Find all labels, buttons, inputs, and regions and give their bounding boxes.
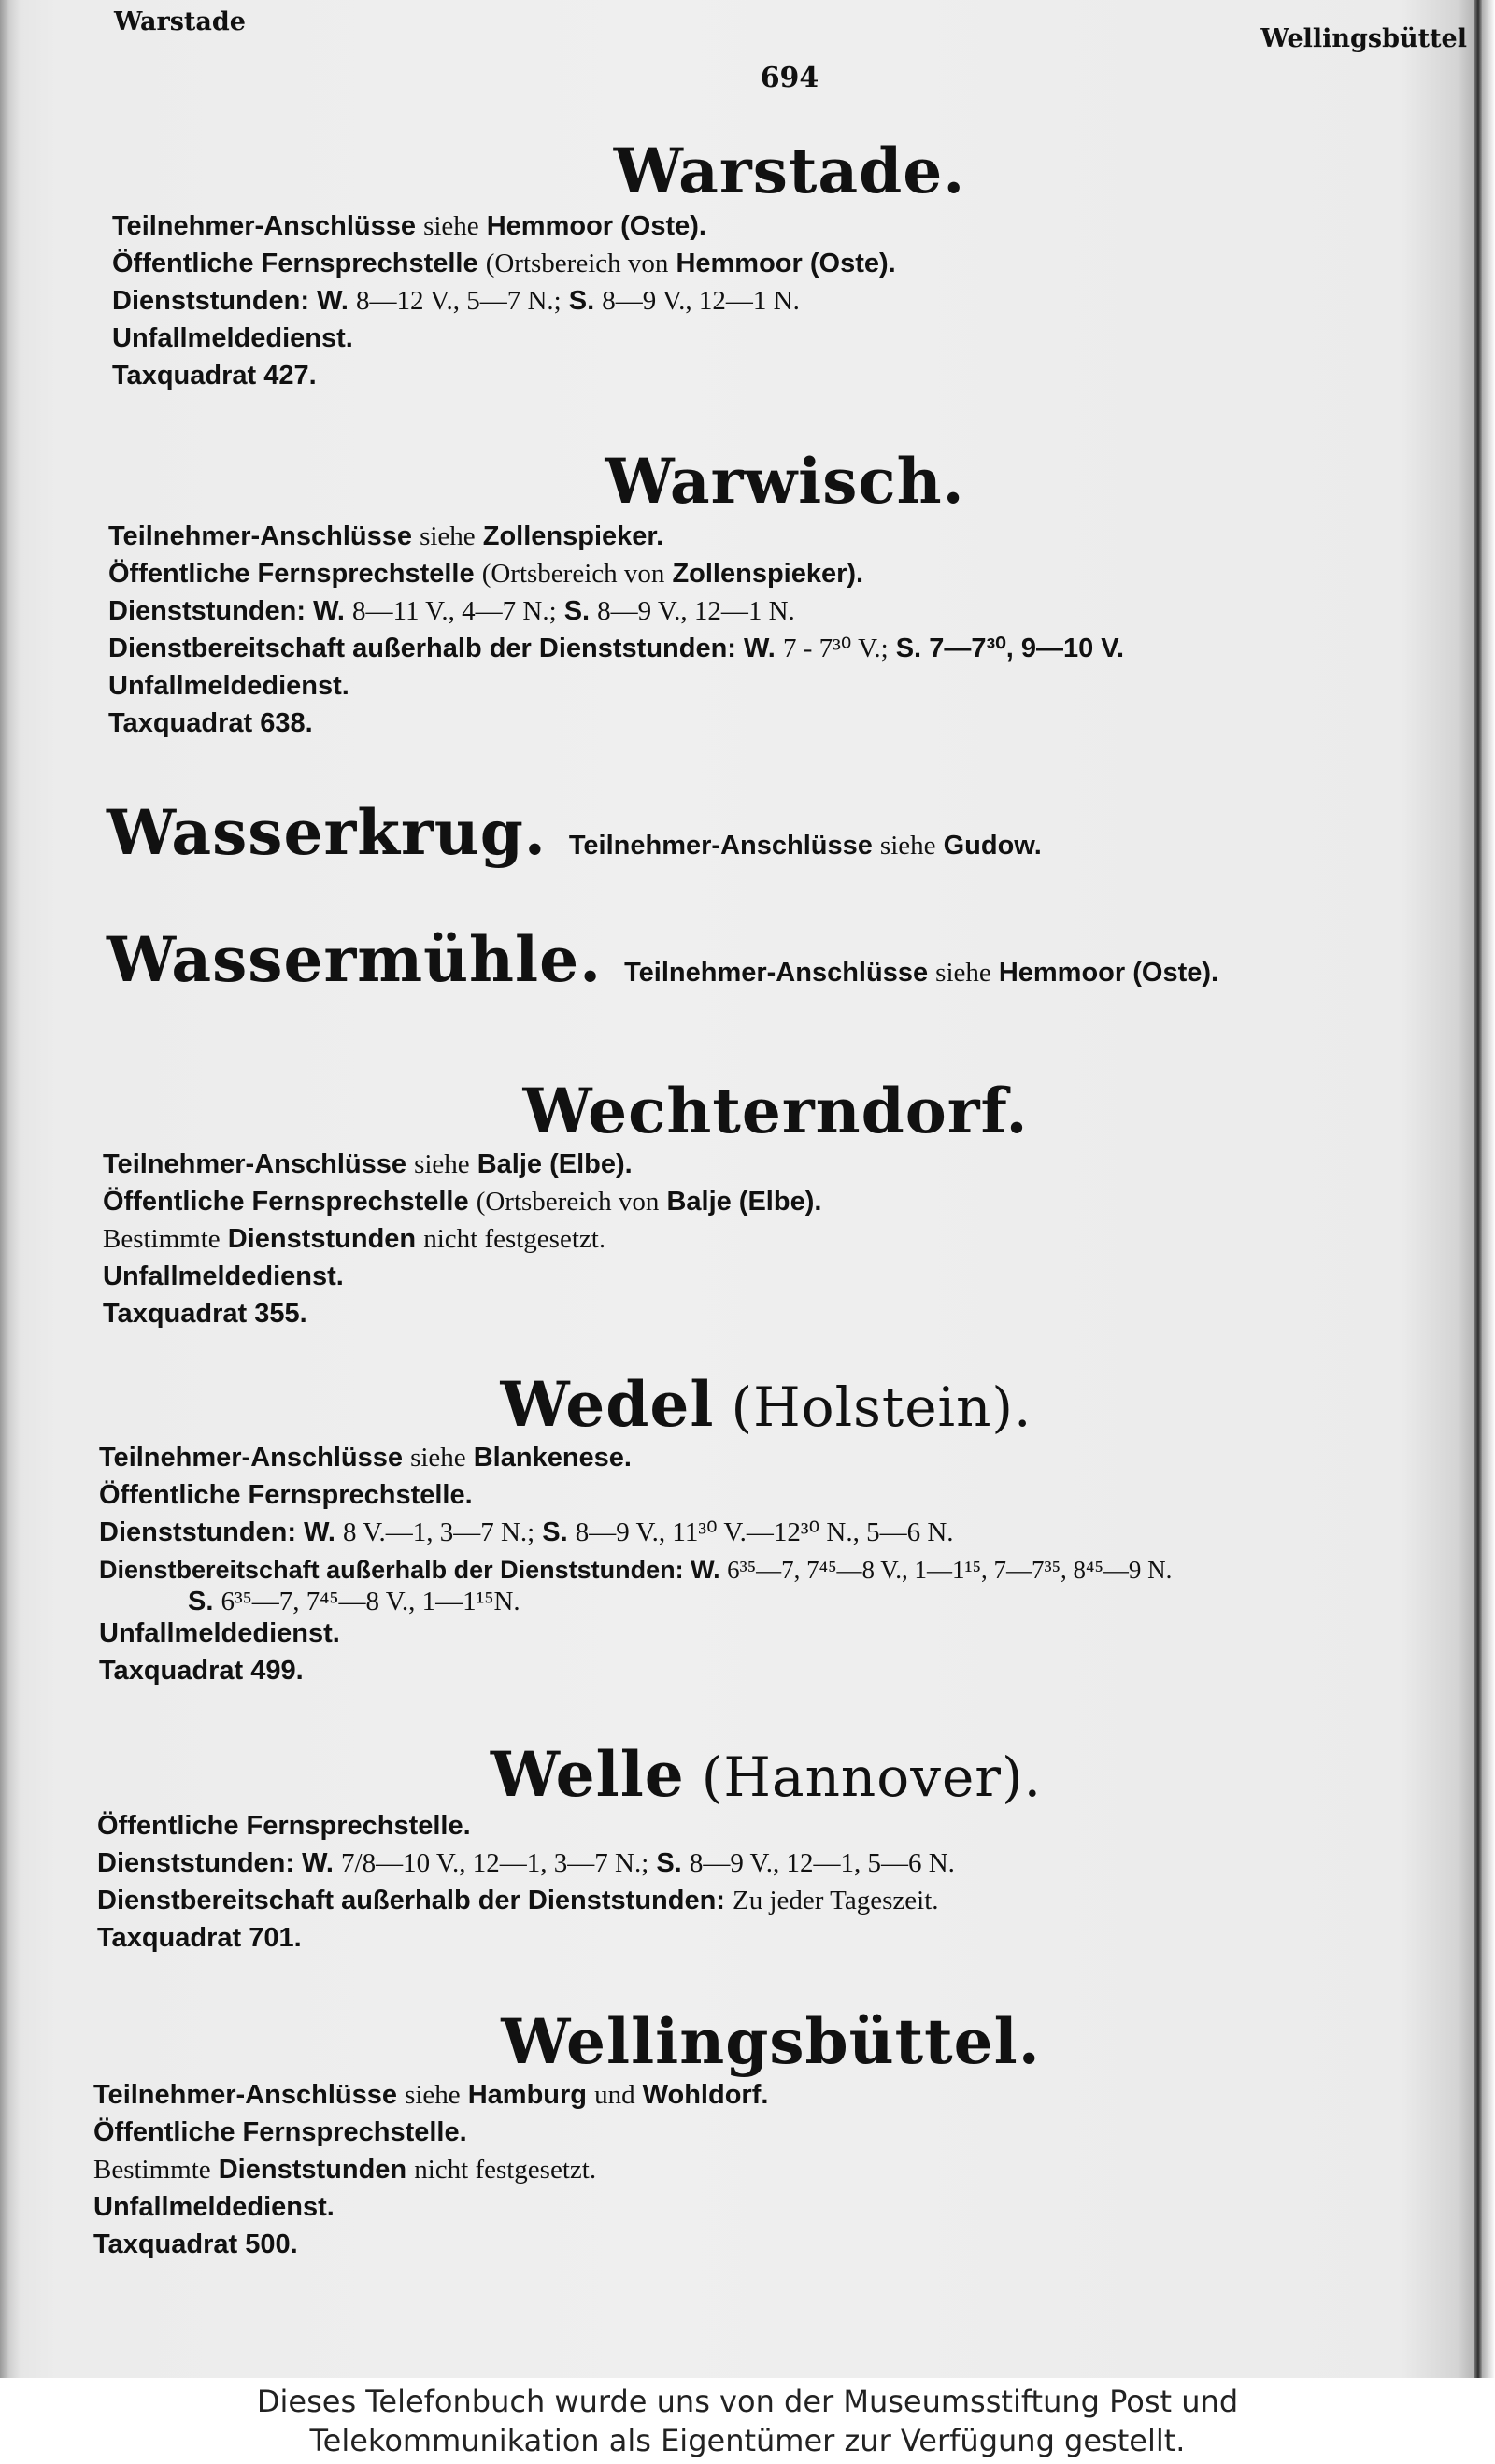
entry-heading: Warstade.: [613, 135, 966, 207]
standby-line: Dienstbereitschaft außerhalb der Dienststunden: W. 6³⁵—7, 7⁴⁵—8 V., 1—1¹⁵, 7—7³⁵, 8⁴⁵—9 N.: [99, 1556, 1173, 1584]
entry-wassermuehle: [107, 923, 1219, 996]
tax-square-line: Taxquadrat 500.: [93, 2229, 298, 2259]
public-phone-line: Öffentliche Fernsprechstelle.: [97, 1811, 471, 1841]
entry-warstade: [0, 135, 1495, 207]
running-head-left: Warstade: [114, 7, 246, 36]
entry-warwisch: [0, 445, 1495, 518]
public-phone-line: Öffentliche Fernsprechstelle.: [99, 1480, 473, 1510]
service-hours-line: Bestimmte Dienststunden nicht festgesetzt.: [93, 2155, 597, 2185]
entry-heading: Welle (Hannover).: [490, 1738, 1043, 1811]
entry-welle: [0, 1738, 1495, 1811]
standby-line: Dienstbereitschaft außerhalb der Dienststunden: Zu jeder Tageszeit.: [97, 1886, 939, 1916]
tax-square-line: Taxquadrat 701.: [97, 1923, 302, 1953]
standby-line-continued: S. 6³⁵—7, 7⁴⁵—8 V., 1—1¹⁵N.: [188, 1587, 520, 1617]
service-hours-line: Dienststunden: W. 8—11 V., 4—7 N.; S. 8—9 V., 12—1 N.: [108, 596, 795, 626]
public-phone-line: Öffentliche Fernsprechstelle (Ortsbereich von Hemmoor (Oste).: [112, 249, 896, 278]
tax-square-line: Taxquadrat 499.: [99, 1656, 304, 1686]
running-head-right: Wellingsbüttel: [1260, 24, 1467, 53]
subscriber-line: Teilnehmer-Anschlüsse siehe Hemmoor (Oste).: [112, 211, 706, 241]
footer-line-1: Dieses Telefonbuch wurde uns von der Museumsstiftung Post und: [256, 2384, 1239, 2419]
accident-service-line: Unfallmeldedienst.: [99, 1618, 340, 1648]
entry-details-warstade: [112, 207, 896, 394]
subscriber-line: Teilnehmer-Anschlüsse siehe Zollenspieker.: [108, 521, 664, 551]
entry-details-welle: [97, 1807, 955, 1957]
entry-reference: Teilnehmer-Anschlüsse siehe Hemmoor (Oste).: [624, 958, 1219, 988]
entry-heading: Wedel (Holstein).: [500, 1368, 1032, 1441]
entry-details-wellingsbuettel: [93, 2076, 768, 2263]
entry-heading-region: (Hannover).: [701, 1745, 1043, 1809]
service-hours-line: Dienststunden: W. 8—12 V., 5—7 N.; S. 8—9 V., 12—1 N.: [112, 286, 800, 316]
subscriber-line: Teilnehmer-Anschlüsse siehe Hamburg und Wohldorf.: [93, 2080, 769, 2110]
entry-wedel: [0, 1368, 1495, 1441]
service-hours-line: Dienststunden: W. 7/8—10 V., 12—1, 3—7 N.; S. 8—9 V., 12—1, 5—6 N.: [97, 1848, 955, 1878]
page-number: 694: [760, 62, 819, 94]
tax-square-line: Taxquadrat 638.: [108, 708, 313, 738]
entry-heading: Wechterndorf.: [522, 1075, 1029, 1147]
donation-footer: [0, 2378, 1495, 2464]
entry-reference: Teilnehmer-Anschlüsse siehe Gudow.: [568, 831, 1042, 861]
entry-heading: Warwisch.: [605, 445, 965, 518]
entry-details-warwisch: [108, 518, 1124, 742]
tax-square-line: Taxquadrat 427.: [112, 361, 317, 391]
accident-service-line: Unfallmeldedienst.: [103, 1261, 344, 1291]
accident-service-line: Unfallmeldedienst.: [93, 2192, 335, 2222]
entry-wellingsbuettel: [0, 2005, 1495, 2078]
footer-line-2: Telekommunikation als Eigentümer zur Verfügung gestellt.: [309, 2423, 1186, 2458]
public-phone-line: Öffentliche Fernsprechstelle (Ortsbereich von Balje (Elbe).: [103, 1187, 822, 1217]
service-hours-line: Bestimmte Dienststunden nicht festgesetzt.: [103, 1224, 606, 1254]
accident-service-line: Unfallmeldedienst.: [112, 323, 353, 353]
public-phone-line: Öffentliche Fernsprechstelle.: [93, 2117, 467, 2147]
standby-line: Dienstbereitschaft außerhalb der Dienststunden: W. 7 - 7³⁰ V.; S. 7—7³⁰, 9—10 V.: [108, 634, 1125, 663]
entry-heading-region: (Holstein).: [731, 1375, 1032, 1439]
public-phone-line: Öffentliche Fernsprechstelle (Ortsbereich von Zollenspieker).: [108, 559, 864, 589]
entry-wasserkrug: [107, 796, 1042, 869]
service-hours-line: Dienststunden: W. 8 V.—1, 3—7 N.; S. 8—9 V., 11³⁰ V.—12³⁰ N., 5—6 N.: [99, 1517, 954, 1547]
accident-service-line: Unfallmeldedienst.: [108, 671, 349, 701]
entry-details-wedel: [99, 1439, 1172, 1689]
entry-heading: Wassermühle.: [107, 923, 603, 996]
subscriber-line: Teilnehmer-Anschlüsse siehe Blankenese.: [99, 1443, 632, 1473]
tax-square-line: Taxquadrat 355.: [103, 1299, 307, 1329]
entry-heading: Wellingsbüttel.: [501, 2005, 1041, 2078]
subscriber-line: Teilnehmer-Anschlüsse siehe Balje (Elbe).: [103, 1149, 633, 1179]
entry-heading: Wasserkrug.: [107, 796, 547, 869]
entry-wechterndorf: [0, 1075, 1495, 1147]
entry-details-wechterndorf: [103, 1146, 821, 1332]
